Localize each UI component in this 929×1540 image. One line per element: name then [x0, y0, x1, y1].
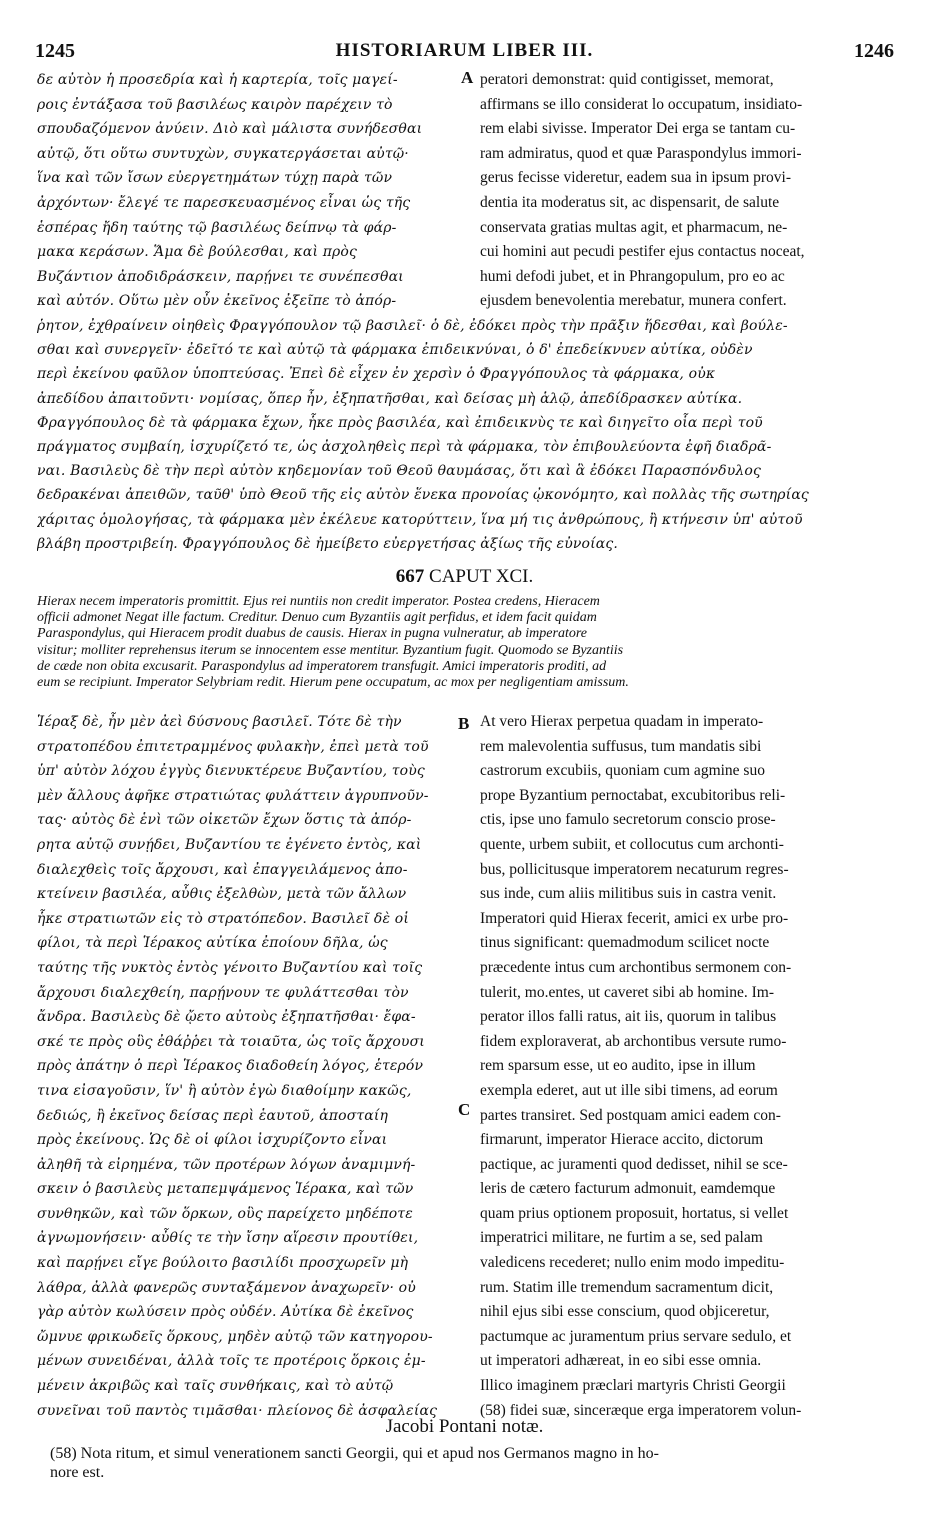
text-line: μὲν ἄλλους ἀφῆκε στρατιώτας φυλάττειν ἀγρυπνοῦν- — [37, 787, 429, 804]
text-line: ctis, ipse uno famulo secretorum conscio prose- — [480, 811, 776, 829]
latin-column-top — [480, 68, 895, 314]
text-line: σκέ τε πρὸς οὓς ἐθάῤῥει τὰ τοιαῦτα, ὡς τοῖς ἄρχουσι — [37, 1033, 425, 1050]
text-line: conservata gratias multas agit, et pharmacum, ne- — [480, 218, 788, 236]
latin-column-bottom — [480, 710, 898, 1423]
text-line: At vero Hierax perpetua quadam in imperato- — [480, 713, 764, 730]
text-line: firmarunt, imperator Hierace accito, dictorum — [480, 1131, 764, 1149]
chapter-summary — [37, 594, 897, 691]
text-line: διαλεχθεὶς τοῖς ἄρχουσι, καὶ ἐπαγγειλάμενος ἀπο- — [37, 861, 408, 878]
text-line: affirmans se illo considerat lo occupatum, insidiato- — [480, 95, 803, 113]
text-line: δεδιώς, ἢ ἐκεῖνος δείσας περὶ ἑαυτοῦ, ἀποσταίη — [37, 1107, 389, 1124]
text-line: λάθρα, ἀλλὰ φανερῶς συνταξάμενον ἀναχωρεῖν· οὐ — [37, 1279, 416, 1296]
text-line: peratori demonstrat: quid contigisset, memorat, — [480, 71, 774, 88]
text-line: Illico imaginem præclari martyris Christi Georgii — [480, 1377, 786, 1395]
text-line: γὰρ αὐτὸν κωλύσειν πρὸς οὐδέν. Αὐτίκα δὲ ἐκεῖνος — [37, 1304, 414, 1321]
text-line: ναι. Βασιλεὺς δὲ τὴν περὶ αὐτὸν κηδεμονίαν τοῦ Θεοῦ θαυμάσας, ὅτι καὶ ἃ ἐδόκει Παρασπόνδυλος — [37, 463, 761, 480]
text-line: καὶ αὐτόν. Οὕτω μὲν οὖν ἐκεῖνος ἐξεῖπε τὸ ἀπόρ- — [37, 293, 397, 310]
text-line: imperatrici militare, ne furtim a se, sed palam — [480, 1229, 763, 1247]
summary-line: Paraspondylus, qui Hieracem prodit duabus de causis. Hierax in pugna vulneratur, ab imperatore — [37, 626, 587, 642]
text-line: (58) fidei suæ, sinceræque erga imperatorem volun- — [480, 1401, 802, 1419]
text-line: φίλοι, τὰ περὶ Ἱέρακος αὐτίκα ἐποίουν δῆλα, ὡς — [37, 935, 388, 952]
text-line: ἀγνωμονήσειν· αὖθίς τε τὴν ἴσην αἵρεσιν προυτίθει, — [37, 1230, 419, 1247]
chapter-title: CAPUT XCI. — [429, 566, 534, 587]
text-line: πρὸς ἀπάτην ὁ περὶ Ἱέρακος διαδοθείη λόγος, ἑτερόν — [37, 1058, 424, 1075]
text-line: μακα κεράσων. Ἅμα δὲ βούλεσθαι, καὶ πρὸς — [37, 244, 358, 261]
text-line: σκειν ὁ βασιλεὺς μεταπεμψάμενος Ἱέρακα, καὶ τῶν — [37, 1181, 414, 1198]
text-line: dentia ita moderatus sit, ac dispensarit, de salute — [480, 193, 780, 211]
text-line: exempla ederet, aut ut ille sibi timens, ad eorum — [480, 1081, 778, 1099]
text-line: ταύτης τῆς νυκτὸς ἐντὸς γένοιτο Βυζαντίου καὶ τοῖς — [37, 959, 423, 976]
text-line: ὤμνυε φρικωδεῖς ὅρκους, μηδὲν αὐτῷ τῶν κατηγορου- — [37, 1328, 433, 1345]
text-line: ῥητον, ἐχθραίνειν οἰηθεὶς Φραγγόπουλον τῷ βασιλεῖ· ὁ δὲ, ἐδόκει πρὸς τὴν πρᾶξιν ἥδεσθαι, καὶ βούλε- — [37, 318, 788, 334]
text-line: rum. Statim ille tremendum sacramentum dicit, — [480, 1278, 774, 1296]
left-page-number: 1245 — [35, 40, 75, 62]
text-line: pactumque ac juramentum prius servare sedulo, et — [480, 1327, 792, 1345]
greek-full-width-text — [37, 314, 899, 556]
text-line: συνεῖναι τοῦ παντὸς τιμᾶσθαι· πλείονος δὲ ἀσφαλείας — [37, 1402, 438, 1419]
text-line: ἄρχουσι διαλεχθείη, παρῄνουν τε φυλάττεσθαι τὸν — [37, 984, 409, 1001]
text-line: μένων συνειδέναι, ἀλλὰ τοῖς τε προτέροις ὅρκοις ἐμ- — [37, 1353, 426, 1370]
summary-line: officii admonet Negat ille factum. Creditur. Denuo cum Byzantiis agit perfidus, et idem facit quidam — [37, 610, 597, 626]
text-line: συνθηκῶν, καὶ τῶν ὅρκων, οὓς παρείχετο μηδέποτε — [37, 1205, 413, 1222]
text-line: rem malevolentia suffusus, tum mandatis sibi — [480, 737, 762, 755]
text-line: ἀληθῆ τὰ εἰρημένα, τῶν προτέρων λόγων ἀναμιμνή- — [37, 1156, 416, 1173]
greek-column-bottom — [37, 710, 457, 1423]
notes-heading: Jacobi Pontani notæ. — [385, 1416, 544, 1437]
text-line: τας· αὐτὸς δὲ ἑνὶ τῶν οἰκετῶν ἔχων ὅστις τὰ ἀπόρ- — [37, 812, 412, 829]
summary-line: de cæde non obita excusarit. Paraspondylus ad imperatorem transfugit. Amici imperatoris proditi, ad — [37, 658, 607, 674]
running-title: HISTORIARUM LIBER III. — [335, 40, 594, 61]
text-line: ejusdem benevolentia merebatur, munera confert. — [480, 292, 787, 310]
text-line: sus inde, cum aliis militibus suis in castra venit. — [480, 885, 777, 903]
text-line: partes transiret. Sed postquam amici eadem con- — [480, 1106, 781, 1124]
text-line: tinus significant: quemadmodum scilicet nocte — [480, 934, 770, 952]
margin-marker-a: A — [461, 68, 474, 87]
text-line: ἵνα καὶ τῶν ἴσων εὐεργετημάτων τύχῃ παρὰ τῶν — [37, 170, 393, 187]
text-line: nihil ejus sibi esse conscium, quod objiceretur, — [480, 1303, 770, 1321]
text-line: prope Byzantium pernoctabat, excubitoribus reli- — [480, 786, 786, 804]
text-line: ὑπ' αὐτὸν λόχου ἐγγὺς διενυκτέρευε Βυζαντίου, τοὺς — [37, 763, 425, 780]
text-line: ροις ἐντάξασα τοῦ βασιλέως καιρὸν παρέχειν τὸ — [37, 96, 393, 113]
chapter-number: 667 — [395, 566, 425, 587]
text-line: περὶ ἐκείνου φαῦλον ὑποπτεύσας. Ἐπεὶ δὲ εἶχεν ἐν χερσὶν ὁ Φραγγόπουλος τὰ φάρμακα, οὐκ — [37, 366, 716, 383]
text-line: στρατοπέδου ἐπιτετραμμένος φυλακὴν, ἐπεὶ μετὰ τοῦ — [37, 738, 429, 755]
text-line: Imperatori quid Hierax fecerit, amici ex urbe pro- — [480, 909, 789, 927]
text-line: σπουδαζόμενον ἀνύειν. Διὸ καὶ μάλιστα συνήδεσθαι — [37, 121, 423, 138]
text-line: καὶ παρῄνει εἴγε βούλοιτο βασιλίδι προσχωρεῖν μὴ — [37, 1255, 409, 1272]
text-line: μένειν ἀκριβῶς καὶ ταῖς συνθήκαις, καὶ τὸ αὐτῷ — [37, 1378, 394, 1395]
text-line: pactique, ac juramenti quod dedisset, nihil se sce- — [480, 1155, 788, 1173]
note-line: nore est. — [50, 1464, 105, 1481]
text-line: Ἱέραξ δὲ, ἦν μὲν ἀεὶ δύσνους βασιλεῖ. Τότε δὲ τὴν — [37, 714, 402, 730]
text-line: ut imperatori adhæreat, in eo sibi esse omnia. — [480, 1352, 762, 1370]
text-line: valedicens recederet; nullo enim modo impeditu- — [480, 1254, 785, 1272]
text-line: αὐτῷ, ὅτι οὕτω συντυχὼν, συγκατεργάσεται αὐτῷ· — [37, 145, 409, 162]
text-line: δε αὐτὸν ἡ προσεδρία καὶ ἡ καρτερία, τοῖς μαγεί- — [37, 72, 398, 88]
text-line: præcedente intus cum archontibus sermonem con- — [480, 958, 792, 976]
text-line: ἄνδρα. Βασιλεὺς δὲ ᾤετο αὐτοὺς ἐξηπατῆσθαι· ἔφα- — [37, 1009, 416, 1026]
text-line: Βυζάντιον ἀποδιδράσκειν, παρῄνει τε συνέπεσθαι — [37, 268, 404, 285]
text-line: bus, pollicitusque imperatorem necaturum regres- — [480, 860, 789, 878]
text-line: ἀπεδίδου ἀπαιτοῦντι· νομίσας, ὅπερ ἦν, ἐξηπατῆσθαι, καὶ δείσας μὴ ἁλῷ, ἀπεδίδρασκεν αὐτίκα. — [37, 390, 743, 407]
text-line: gerus fecisse videretur, eadem sua in ipsum provi- — [480, 169, 792, 187]
text-line: βλάβη προστριβείη. Φραγγόπουλος δὲ ἠμείβετο εὐεργετήσας ἀξίως τῆς εὐνοίας. — [37, 535, 618, 552]
text-line: ρητα αὐτῷ συνῄδει, Βυζαντίου τε ἐγένετο ἐντὸς, καὶ — [37, 836, 422, 853]
margin-marker-b: B — [458, 714, 470, 733]
text-line: rem sparsum esse, ut eo audito, ipse in illum — [480, 1057, 756, 1075]
chapter-heading — [0, 566, 929, 588]
text-line: perator illos falli ratus, ait iis, quorum in talibus — [480, 1008, 777, 1026]
right-page-number: 1246 — [854, 40, 894, 62]
text-line: fidem exploraverat, ab archontibus versute rumo- — [480, 1032, 787, 1050]
text-line: σθαι καὶ συνεργεῖν· ἐδεῖτό τε καὶ αὐτῷ τὰ φάρμακα ἐπιδεικνύναι, ὁ δ' ἐπεδείκνυεν αὐτίκα, οὐδὲν — [37, 342, 753, 359]
text-line: χάριτας ὁμολογήσας, τὰ φάρμακα μὲν ἐκέλευε κατορύττειν, ἵνα μή τις ἀνθρώπους, ἢ κτήνεσιν ὑπ' αὐτοῦ — [37, 511, 803, 528]
text-line: πράγματος συμβαίη, ἰσχυρίζετό τε, ὡς ἀσχοληθεὶς περὶ τὰ φάρμακα, τὸν ἐπιβουλεύοντα ἐφῆ διαδρᾶ- — [37, 439, 772, 456]
text-line: quente, urbem subiit, et collocutus cum archonti- — [480, 835, 784, 853]
footnotes — [50, 1444, 895, 1482]
summary-line: eum se recipiunt. Imperator Selybriam redit. Hierum pene occupatum, ac mox per negligentiam amissum. — [37, 675, 629, 691]
text-line: ἀρχόντων· ἔλεγέ τε παρεσκευασμένος εἶναι ὡς τῆς — [37, 194, 411, 211]
text-line: ἑσπέρας ἤδη ταύτης τῷ βασιλέως δείπνῳ τὰ φάρ- — [37, 219, 397, 236]
greek-column-top — [37, 68, 457, 314]
page-header — [35, 40, 894, 66]
text-line: cui homini aut pecudi pestifer ejus contactus noceat, — [480, 243, 805, 261]
text-line: δεδρακέναι ἀπειθῶν, ταῦθ' ὑπὸ Θεοῦ τῆς εἰς αὐτὸν ἕνεκα προνοίας ᾠκονόμητο, καὶ πολλὰς τῆς σωτηρίας — [37, 487, 809, 504]
text-line: ram admiratus, quod et quæ Paraspondylus immori- — [480, 144, 802, 162]
margin-marker-c: C — [458, 1100, 471, 1119]
text-line: castrorum excubiis, quoniam cum agmine suo — [480, 762, 765, 780]
text-line: tulerit, mo.entes, ut caveret sibi ab homine. Im- — [480, 983, 774, 1001]
text-line: τινα εἰσαγοῦσιν, ἵν' ἢ αὐτὸν ἐγὼ διαθοίμην κακῶς, — [37, 1082, 412, 1099]
text-line: Φραγγόπουλος δὲ τὰ φάρμακα ἔχων, ἧκε πρὸς βασιλέα, καὶ ἐπιδεικνὺς τε καὶ διηγεῖτο οἷα περὶ τοῦ — [37, 414, 763, 431]
text-line: κτείνειν βασιλέα, αὖθις ἐξελθὼν, μετὰ τῶν ἄλλων — [37, 886, 407, 903]
summary-line: visitur; molliter reprehensus iterum se innocentem esse mentitur. Byzantium fugit. Quomodo se Byzantiis — [37, 642, 624, 658]
text-line: πρὸς ἐκείνους. Ὡς δὲ οἱ φίλοι ἰσχυρίζοντο εἶναι — [37, 1132, 388, 1149]
summary-line: Hierax necem imperatoris promittit. Ejus rei nuntiis non credit imperator. Postea credens, Hieracem — [37, 594, 600, 609]
note-line: (58) Nota ritum, et simul venerationem sancti Georgii, qui et apud nos Germanos magno in ho- — [50, 1445, 659, 1462]
text-line: ἧκε στρατιωτῶν εἰς τὸ στρατόπεδον. Βασιλεῖ δὲ οἱ — [37, 910, 409, 927]
text-line: quam prius optionem proposuit, hortatus, si vellet — [480, 1204, 789, 1222]
text-line: leris de cætero facturum admonuit, eamdemque — [480, 1180, 776, 1198]
text-line: rem elabi sivisse. Imperator Dei erga se tantam cu- — [480, 120, 796, 138]
text-line: humi defodi jubet, et in Phrangopulum, pro eo ac — [480, 267, 785, 285]
